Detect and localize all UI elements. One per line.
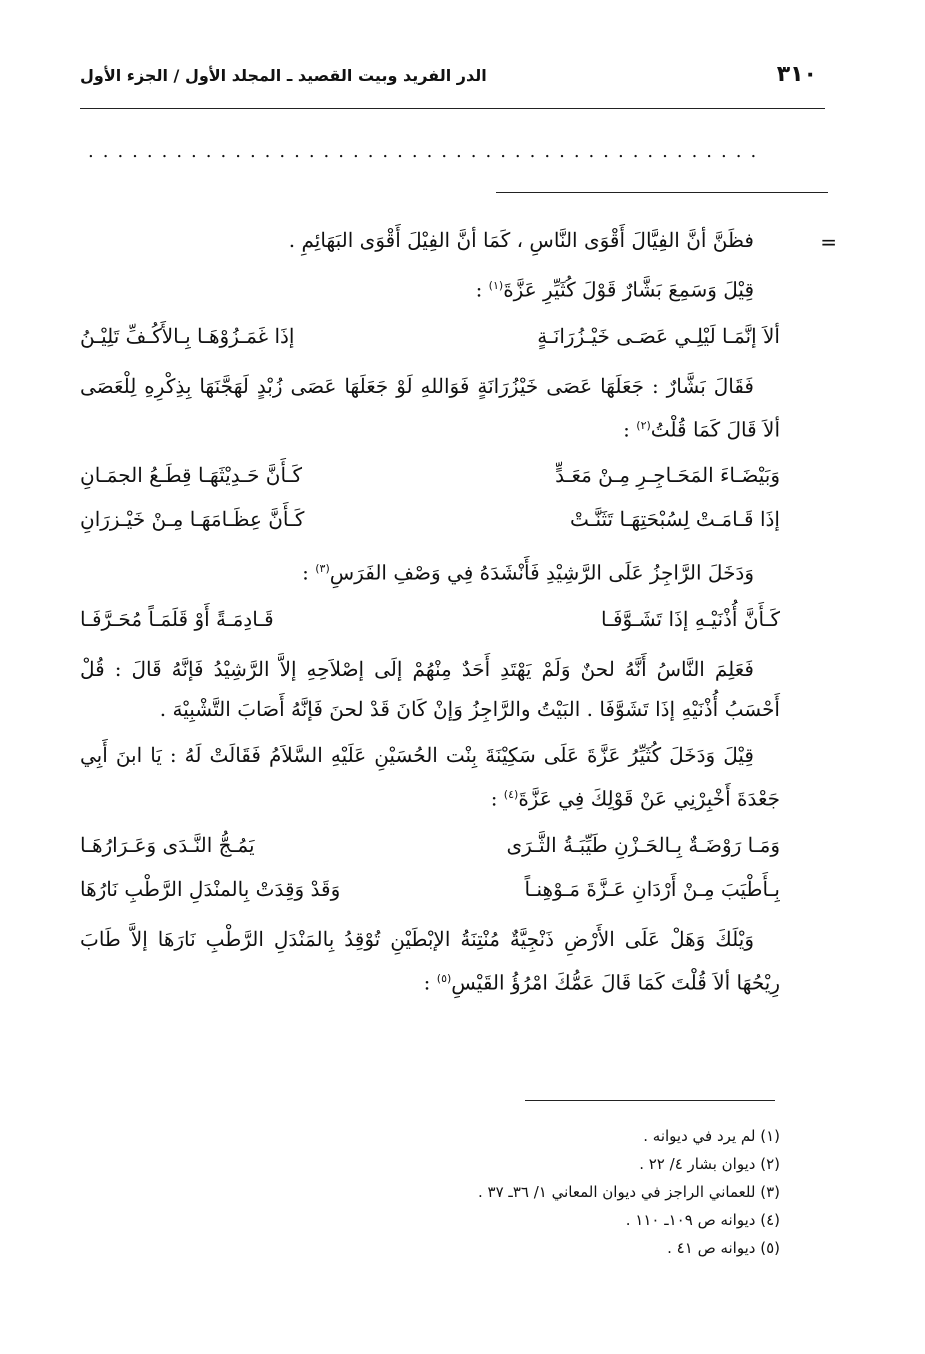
verse-first-hemistich: إذَا قَـامَـتْ لِسُبْحَتِهَـا تَثَنَّـتْ [569, 507, 780, 532]
footnote-2: (٢) ديوان بشار ٤/ ٢٢ . [639, 1155, 780, 1173]
paragraph-7 [80, 919, 780, 1003]
paragraph-2 [80, 266, 780, 310]
continuation-mark: = [820, 230, 837, 254]
footnote-ref[interactable]: (٥) [436, 971, 452, 985]
verse-first-hemistich: وَمَـا رَوْضَـةٌ بِـالحَـزْنِ طَيِّبَـةُ الثَّـرَى [506, 832, 780, 857]
verse-first-hemistich: كَـأَنَّ أُذْنَيْـهِ إذَا تَشَـوَّفَـا [600, 606, 780, 631]
footnote-ref[interactable]: (٣) [315, 562, 330, 576]
verse-group-3 [80, 599, 780, 639]
paragraph-colon: : [490, 786, 504, 811]
verse-first-hemistich: ألاَ إنَّمَـا لَيْلِـي عَصَـى خَيْـزُرَانَـةٍ [537, 323, 780, 348]
verse-first-hemistich: وَبَيْضَـاءَ المَحَـاجِـرِ مِـنْ مَعَـدٍّ [555, 463, 780, 488]
verse-line [80, 825, 780, 865]
verse-first-hemistich: بِـأَطْيَبَ مِـنْ أَرْدَانِ عَـزَّةَ مَـوْهِنـاً [524, 876, 780, 901]
footnote-ref[interactable]: (١) [488, 279, 504, 292]
verse-second-hemistich: كَـأَنَّ عِظَـامَهَـا مِـنْ خَيْـزرَانِ [80, 507, 305, 532]
section-rule [496, 192, 828, 193]
verse-second-hemistich: إذَا غَمَـزُوْهَـا بِـالأَكُـفِّ تَلِيْـنُ [80, 323, 295, 348]
verse-line [80, 316, 780, 356]
paragraph-colon: : [475, 277, 489, 302]
verse-group-4 [80, 825, 780, 909]
paragraph-3 [80, 366, 780, 450]
footnote-5: (٥) ديوانه ص ٤١ . [667, 1239, 780, 1257]
paragraph-colon: : [423, 970, 437, 995]
footnote-3: (٣) للعماني الراجز في ديوان المعاني ١/ ٣٦ـ ٣٧ . [477, 1183, 780, 1201]
page-number: ٣١٠ [776, 62, 817, 87]
paragraph-text: فَقَالَ بَشَّارٌ : جَعَلَهَا عَصَى خَيْزُرَانَةٍ فَوَاللهِ لَوْ جَعَلَهَا عَصَى زُبْدٍ لَهَجَّنَهَا بِذِكْرِهِ لِلْعَصَى ألاَ قَالَ كَمَا قُلْتُ [80, 373, 780, 442]
paragraph-text: فظَنَّ أنَّ الفِيَّالَ أَقْوَى النَّاسِ ، كَمَا أنَّ الفِيْلَ أَقْوَى البَهَائِمِ . [288, 228, 754, 252]
running-title: الدر الفريد وبيت القصيد ـ المجلد الأول / الجزء الأول [80, 66, 487, 85]
verse-second-hemistich: يَمُـجُّ النَّـدَى وَعَـرَارُهَـا [80, 832, 255, 857]
paragraph-5 [80, 649, 780, 729]
paragraph-4 [80, 549, 780, 593]
verse-group-1 [80, 316, 780, 356]
footnote-1: (١) لم يرد في ديوانه . [643, 1127, 780, 1145]
paragraph-6 [80, 735, 780, 819]
paragraph-text: وَيْلَكَ وَهَلْ عَلَى الأَرْضِ ذَنْجِيَّةٌ مُنْتِنَةُ الإبْطَيْنِ تُوْقِدُ بِالمَنْدَلِ الرَّطْبِ نَارَهَا إلاَّ طَابَ رِيْحُهَا ألاَ قُلْتَ كَمَا قَالَ عَمُّكَ امْرُؤُ القَيْسِ [80, 926, 780, 995]
verse-line [80, 455, 780, 495]
paragraph-text: وَدَخَلَ الرَّاجِزُ عَلَى الرَّشِيْدِ فَأَنْشَدَهُ فِي وَصْفِ الفَرَسِ [329, 560, 754, 585]
paragraph-colon: : [623, 417, 637, 442]
paragraph-1 [80, 220, 780, 260]
footnote-ref[interactable]: (٢) [636, 418, 651, 432]
verse-line [80, 499, 780, 539]
footnote-rule [525, 1100, 775, 1101]
footnote-ref[interactable]: (٤) [503, 787, 519, 801]
verse-second-hemistich: وَقَدْ وَقِدَتْ بِالمنْدَلِ الرَّطْبِ نَارُهَا [80, 876, 341, 901]
verse-line [80, 869, 780, 909]
header-rule [80, 108, 825, 109]
page-header [80, 62, 825, 98]
verse-line [80, 599, 780, 639]
paragraph-colon: : [302, 560, 316, 585]
footnote-4: (٤) ديوانه ص ١٠٩ـ ١١٠ . [625, 1211, 780, 1229]
verse-group-2 [80, 455, 780, 539]
paragraph-text: قِيْلَ وَسَمِعَ بَشَّارٌ قَوْلَ كُثَيِّرِ عَزَّةَ [503, 277, 754, 302]
paragraph-text: فَعَلِمَ النَّاسُ أَنَّهُ لحنٌ وَلَمْ يَهْتَدِ أَحَدٌ مِنْهُمْ إلَى إصْلاَحِهِ إلاَّ الرَّشِيْدُ فَإنَّهُ قَالَ : قُلْ أَحْسَبُ أُذْنَيْهِ إذَا تَشَوَّفَا . البَيْتُ والرَّاجِزُ وَإنْ كَانَ قَدْ لحنَ فَإنَّهُ أَصَابَ التَّشْبِيْهَ . [80, 656, 780, 721]
verse-second-hemistich: قَـادِمَـةً أَوْ قَلَمَـاً مُحَـرَّفَـا [80, 606, 274, 631]
separator-dots: .............................................. [88, 142, 766, 162]
verse-second-hemistich: كَـأَنَّ حَـدِيْثَهَـا قِطَـعُ الجمَـانِ [80, 463, 302, 488]
footnotes [140, 1124, 780, 1264]
paragraph-text: قِيْلَ وَدَخَلَ كُثَيِّرُ عَزَّةَ عَلَى سَكِيْنَةَ بِنْت الحُسَيْنِ عَلَيْهِ السَّلاَمُ فَقَالَتْ لَهُ : يَا ابنَ أَبِي جَعْدَةَ أَخْبِرْنِي عَنْ قَوْلِكَ فِي عَزَّةَ [80, 742, 780, 811]
main-text [80, 220, 780, 1008]
